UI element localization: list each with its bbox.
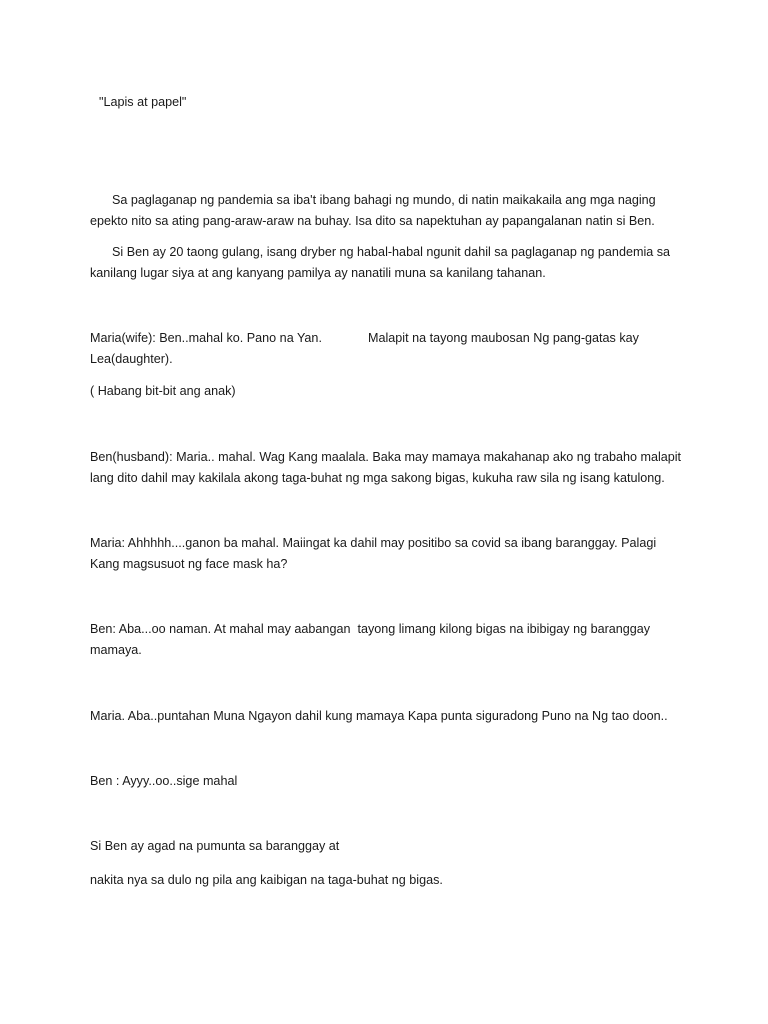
dialogue-2-line-2: lang dito dahil may kakilala akong taga-buhat ng mga sakong bigas, kukuha raw sila ng isang katulong. — [90, 471, 665, 485]
dialogue-4-line-2: mamaya. — [90, 643, 142, 657]
dialogue-1-line-2: Lea(daughter). — [90, 352, 173, 366]
dialogue-3-line-2: Kang magsusuot ng face mask ha? — [90, 557, 288, 571]
dialogue-3-line-1: Maria: Ahhhhh....ganon ba mahal. Maiingat ka dahil may positibo sa covid sa ibang baranggay. Palagi — [90, 536, 657, 550]
dialogue-6: Ben : Ayyy..oo..sige mahal — [90, 774, 238, 788]
paragraph-2-line-1: Si Ben ay 20 taong gulang, isang dryber ng habal-habal ngunit dahil sa paglaganap ng pandemia sa — [112, 245, 671, 259]
paragraph-2-line-2: kanilang lugar siya at ang kanyang pamilya ay nanatili muna sa kanilang tahanan. — [90, 266, 546, 280]
narration-1: Si Ben ay agad na pumunta sa baranggay at — [90, 839, 340, 853]
dialogue-4-line-1: Ben: Aba...oo naman. At mahal may aabangan tayong limang kilong bigas na ibibigay ng baranggay — [90, 622, 651, 636]
document-title: "Lapis at papel" — [99, 95, 187, 109]
dialogue-1-line-1-right: Malapit na tayong maubosan Ng pang-gatas kay — [368, 331, 639, 345]
paragraph-1-line-2: epekto nito sa ating pang-araw-araw na buhay. Isa dito sa napektuhan ay papangalanan natin si Ben. — [90, 214, 655, 228]
dialogue-2-line-1: Ben(husband): Maria.. mahal. Wag Kang maalala. Baka may mamaya makahanap ako ng trabaho malapit — [90, 450, 682, 464]
narration-2: nakita nya sa dulo ng pila ang kaibigan na taga-buhat ng bigas. — [90, 873, 443, 887]
dialogue-5: Maria. Aba..puntahan Muna Ngayon dahil kung mamaya Kapa punta siguradong Puno na Ng tao doon.. — [90, 709, 668, 723]
stage-note: ( Habang bit-bit ang anak) — [90, 384, 236, 398]
dialogue-1-line-1-left: Maria(wife): Ben..mahal ko. Pano na Yan. — [90, 331, 322, 345]
paragraph-1-line-1: Sa paglaganap ng pandemia sa iba't ibang bahagi ng mundo, di natin maikakaila ang mga naging — [112, 193, 656, 207]
